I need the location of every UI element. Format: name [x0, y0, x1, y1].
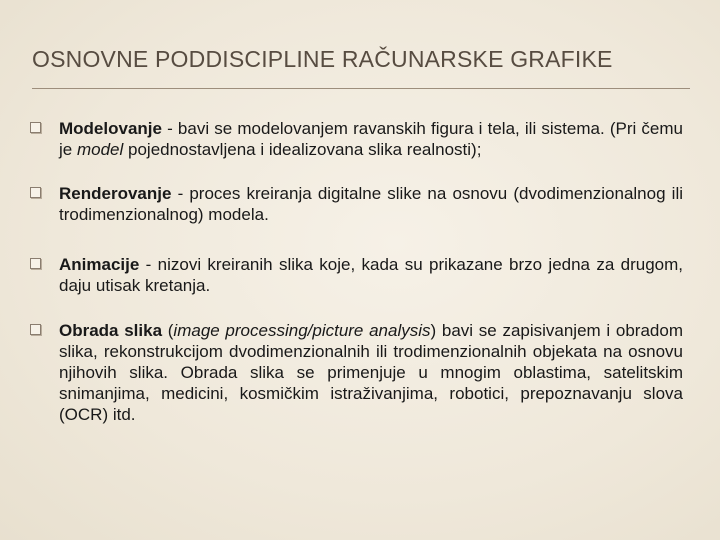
title-divider — [32, 88, 690, 89]
item-emphasis: image processing/picture analysis — [173, 321, 431, 340]
square-bullet-icon — [30, 187, 41, 198]
square-bullet-icon — [30, 258, 41, 269]
item-text: Animacije - nizovi kreiranih slika koje, kada su prikazane brzo jedna za drugom, daju utisak kretanja. — [59, 255, 683, 295]
item-term: Obrada slika — [59, 321, 163, 340]
item-text: Obrada slika (image processing/picture analysis) bavi se zapisivanjem i obradom slika, rekonstrukcijom dvodimenzionalnih ili trodimenzionalnih objekata na osnovu njihovih slika. Obrada slika se primenjuje u mnogim oblastima, satelitskim snimanjima, medicini, kosmičkim istraživanjima, robotici, prepoznavanju slova (OCR) itd. — [59, 321, 683, 424]
item-text: Renderovanje - proces kreiranja digitalne slike na osnovu (dvodimenzionalnog ili trodimenzionalnog) modela. — [59, 184, 683, 224]
item-term: Renderovanje — [59, 184, 172, 203]
square-bullet-icon — [30, 324, 41, 335]
item-term: Modelovanje — [59, 119, 162, 138]
item-term: Animacije — [59, 255, 140, 274]
item-emphasis: model — [76, 140, 124, 159]
square-bullet-icon — [30, 122, 41, 133]
slide-title: OSNOVNE PODDISCIPLINE RAČUNARSKE GRAFIKE — [32, 46, 613, 72]
item-text: Modelovanje - bavi se modelovanjem ravanskih figura i tela, ili sistema. (Pri čemu je model pojednostavljena i idealizovana slika realnosti); — [59, 119, 683, 159]
